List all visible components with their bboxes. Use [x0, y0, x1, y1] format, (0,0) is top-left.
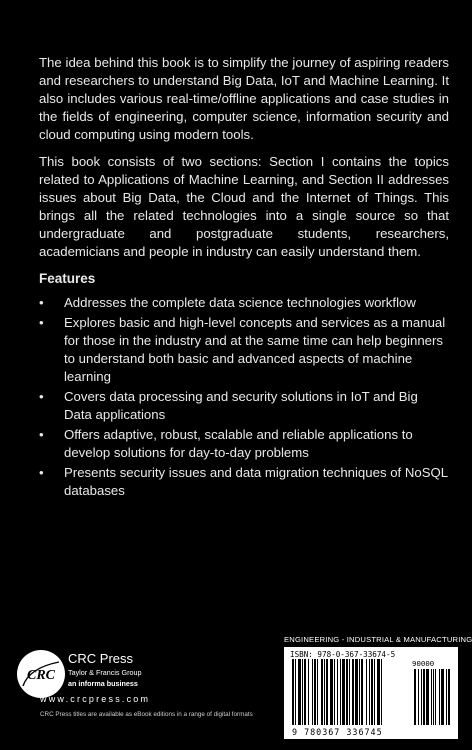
feature-item	[39, 294, 449, 312]
feature-text: Offers adaptive, robust, scalable and reliable applications to develop solutions for day-to-day problems	[64, 427, 413, 460]
feature-text: Addresses the complete data science technologies workflow	[64, 295, 416, 310]
bullet-icon: •	[39, 389, 44, 404]
bullet-icon: •	[39, 427, 44, 442]
barcode-icon	[288, 659, 454, 727]
crc-logo-icon	[15, 648, 67, 700]
bullet-icon: •	[39, 465, 44, 480]
publisher-business: an informa business	[68, 679, 138, 688]
publisher-name: CRC Press	[68, 651, 134, 666]
back-cover-text	[39, 54, 449, 502]
publisher-block	[15, 648, 275, 738]
publisher-website: www.crcpress.com	[40, 694, 151, 704]
feature-text: Explores basic and high-level concepts and services as a manual for those in the industry and at the same time can help beginners to understand both basic and advanced aspects of machine learning	[64, 315, 446, 384]
bullet-icon: •	[39, 295, 44, 310]
feature-item	[39, 388, 449, 424]
subject-category: ENGINEERING - INDUSTRIAL & MANUFACTURING	[284, 635, 472, 644]
feature-text: Presents security issues and data migration techniques of NoSQL databases	[64, 465, 448, 498]
feature-text: Covers data processing and security solutions in IoT and Big Data applications	[64, 389, 418, 422]
publisher-group: Taylor & Francis Group	[68, 668, 142, 677]
feature-item	[39, 464, 449, 500]
feature-item	[39, 426, 449, 462]
intro-paragraph-1: The idea behind this book is to simplify the journey of aspiring readers and researchers to understand Big Data, IoT and Machine Learning. It also includes various real-time/offline applications and case studies in the fields of engineering, computer science, information security and cloud computing using modern tools.	[39, 55, 449, 142]
barcode-area	[284, 635, 472, 740]
barcode-digits: 9 780367 336745	[292, 727, 383, 737]
bullet-icon: •	[39, 315, 44, 330]
features-heading: Features	[39, 271, 96, 286]
isbn-text: ISBN: 978-0-367-33674-5	[290, 650, 396, 659]
ebook-note: CRC Press titles are available as eBook editions in a range of digital formats	[40, 711, 253, 718]
barcode-box	[284, 647, 458, 739]
feature-item	[39, 314, 449, 386]
features-list	[39, 294, 449, 500]
intro-paragraph-2: This book consists of two sections: Section I contains the topics related to Applications of Machine Learning, and Section II addresses issues about Big Data, the Cloud and the Internet of Things. This brings all the related technologies into a single source so that undergraduate and postgraduate students, researchers, academicians and people in industry can easily understand them.	[39, 154, 449, 259]
crc-logo-text: CRC	[26, 668, 56, 683]
price-code: 90000	[412, 659, 435, 668]
